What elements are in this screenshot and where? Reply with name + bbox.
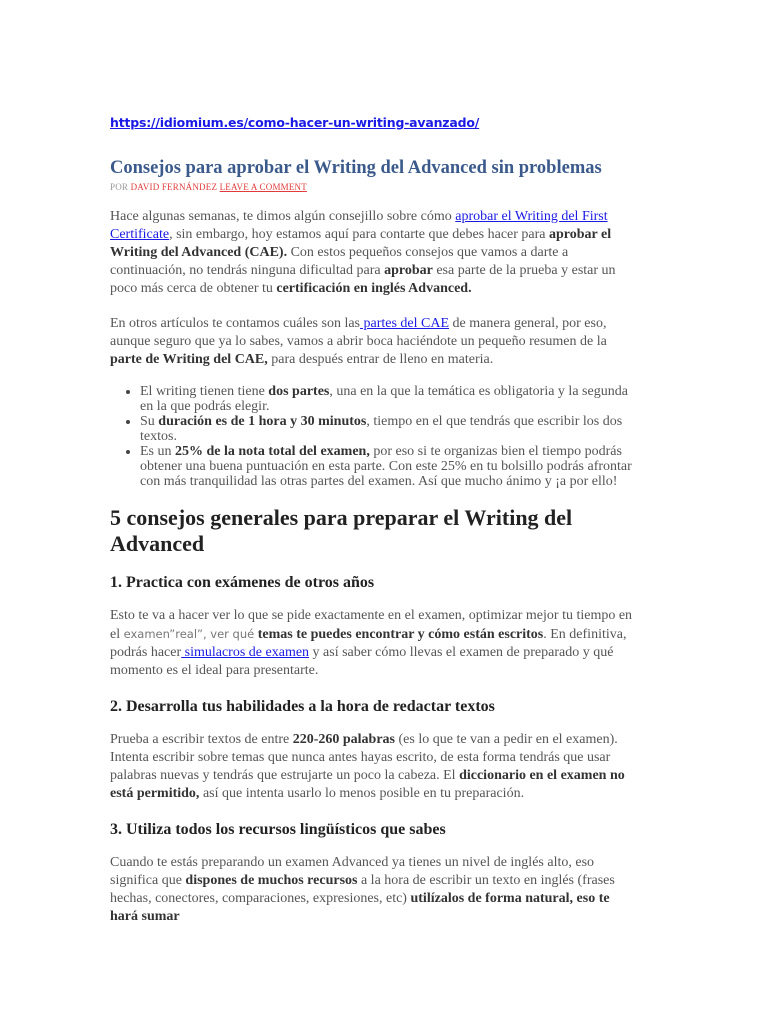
intro-paragraph: Hace algunas semanas, te dimos algún consejillo sobre cómo aprobar el Writing del First Certificate, sin embargo, hoy estamos aquí para contarte que debes hacer para aprobar el Writing del Advanced (CAE). Con estos pequeños consejos que vamos a darte a continuación, no tendrás ninguna dificultad para aprobar esa parte de la prueba y estar un poco más cerca de obtener tu certificación en inglés Advanced. bbox=[110, 209, 616, 296]
post-title: Consejos para aprobar el Writing del Advanced sin problemas bbox=[110, 158, 602, 178]
first-certificate-link[interactable]: aprobar el Writing del First Certificate bbox=[110, 209, 608, 242]
list-item: • El writing tienen tiene dos partes, una en la que la temática es obligatoria y la segunda en la que podrás elegir. bbox=[140, 384, 640, 414]
tip-2-paragraph: Prueba a escribir textos de entre 220-260 palabras (es lo que te van a pedir en el examen). Intenta escribir sobre temas que nunca antes hayas escrito, de esta forma tendrás que usar palabras nuevas y tendrás que estrujarte un poco la cabeza. El diccionario en el examen no está permitido, así que intenta usarlo lo menos posible en tu preparación. bbox=[110, 732, 625, 801]
leave-comment-link[interactable]: LEAVE A COMMENT bbox=[219, 182, 307, 192]
article-body bbox=[110, 208, 640, 943]
source-url-link[interactable]: https://idiomium.es/como-hacer-un-writing-avanzado/ bbox=[110, 115, 480, 130]
author-link[interactable]: DAVID FERNÁNDEZ bbox=[130, 182, 218, 192]
tip-2-heading: 2. Desarrolla tus habilidades a la hora de redactar textos bbox=[110, 698, 495, 715]
mock-exams-link[interactable]: simulacros de examen bbox=[181, 645, 310, 660]
list-item: • Es un 25% de la nota total del examen, por eso si te organizas bien el tiempo podrás obtener una buena puntuación en esta parte. Con este 25% en tu bolsillo podrás afrontar con más tranquilidad las otras partes del examen. Así que mucho ánimo y ¡a por ello! bbox=[140, 444, 640, 489]
summary-paragraph: En otros artículos te contamos cuáles son las partes del CAE de manera general, por eso, aunque seguro que ya lo sabes, vamos a abrir boca haciéndote un pequeño resumen de la parte de Writing del CAE, para después entrar de lleno en materia. bbox=[110, 316, 607, 367]
section-heading-tips: 5 consejos generales para preparar el Writing del Advanced bbox=[110, 505, 573, 556]
cae-parts-link[interactable]: partes del CAE bbox=[360, 316, 450, 331]
tip-3-heading: 3. Utiliza todos los recursos lingüísticos que sabes bbox=[110, 821, 446, 838]
tip-1-heading: 1. Practica con exámenes de otros años bbox=[110, 574, 375, 591]
byline bbox=[110, 182, 307, 192]
by-label: POR bbox=[110, 182, 129, 192]
tip-1-paragraph: Esto te va a hacer ver lo que se pide exactamente en el examen, optimizar mejor tu tiempo en el examen”real”, ver qué temas te puedes encontrar y cómo están escritos. En definitiva, podrás hacer simulacros de examen y así saber cómo llevas el examen de preparado y qué momento es el ideal para presentarte. bbox=[110, 608, 633, 678]
list-item: • Su duración es de 1 hora y 30 minutos, tiempo en el que tendrás que escribir los dos textos. bbox=[140, 414, 640, 444]
tip-3-paragraph: Cuando te estás preparando un examen Advanced ya tienes un nivel de inglés alto, eso significa que dispones de muchos recursos a la hora de escribir un texto en inglés (frases hechas, conectores, comparaciones, expresiones, etc) utilízalos de forma natural, eso te hará sumar bbox=[110, 855, 615, 924]
writing-facts-list bbox=[110, 384, 640, 489]
